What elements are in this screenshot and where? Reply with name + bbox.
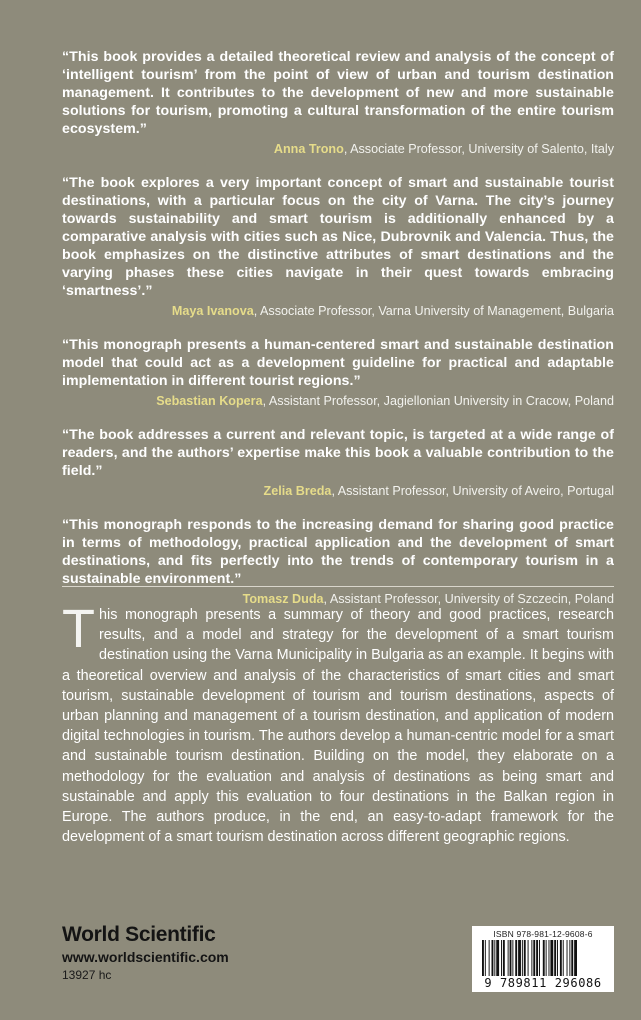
endorsement-quote [62,516,614,608]
endorser-role: , Assistant Professor, University of Aveiro, Portugal [331,484,614,498]
quote-text: “This book provides a detailed theoretical review and analysis of the concept of ‘intelligent tourism’ from the point of view of urban and tourism destination management. It contributes to the development of new and more sustainable solutions for tourism, promoting a cultural transformation of the entire tourism ecosystem.” [62,49,614,137]
quote-attribution [62,140,614,158]
quote-text: “This monograph responds to the increasing demand for sharing good practice in terms of methodology, practical application and the development of smart destinations, and fits perfectly into the trends of contemporary tourism in a sustainable environment.” [62,517,614,587]
endorser-name: Maya Ivanova [171,304,254,318]
endorser-name: Zelia Breda [263,484,332,498]
endorsements [62,48,614,624]
endorsement-quote [62,336,614,410]
endorser-role: , Assistant Professor, Jagiellonian University in Cracow, Poland [262,394,614,408]
description-text: his monograph presents a summary of theory and good practices, research results, and a model and strategy for the development of a smart tourism destination using the Varna Municipality in Bulgaria as an example. It begins with a theoretical overview and analysis of the characteristics of smart cities and smart tourism, sustainable development of tourism and tourism destinations, aspects of urban planning and management of a tourism destination, and application of modern digital technologies in tourism. The authors develop a human-centric model for a smart and sustainable tourism destination. Building on the model, they elaborate on a methodology for the evaluation and analysis of destinations as being smart and sustainable and apply this evaluation to four destinations in the Balkan region in Europe. The authors produce, in the end, an easy-to-adapt framework for the development of a smart tourism destination across different geographic regions. [62,607,614,846]
endorser-name: Anna Trono [273,142,344,156]
endorsement-quote [62,426,614,500]
product-code: 13927 hc [62,968,112,982]
isbn-label: ISBN 978-981-12-9608-6 [493,929,593,939]
endorser-role: , Assistant Professor, University of Szczecin, Poland [323,592,614,606]
publisher-url: www.worldscientific.com [62,949,229,965]
endorser-role: , Associate Professor, Varna University of Management, Bulgaria [253,304,614,318]
barcode-icon [480,940,606,976]
publisher-name: World Scientific [62,923,216,946]
quote-attribution [62,392,614,410]
endorser-name: Tomasz Duda [242,592,324,606]
endorsement-quote [62,48,614,158]
quote-text: “The book addresses a current and relevant topic, is targeted at a wide range of readers, and the authors’ expertise make this book a valuable contribution to the field.” [62,427,614,479]
endorser-role: , Associate Professor, University of Salento, Italy [343,142,614,156]
quote-attribution [62,482,614,500]
drop-cap: T [62,599,95,659]
endorser-name: Sebastian Kopera [156,394,263,408]
isbn-barcode [472,926,614,992]
quote-attribution [62,302,614,320]
publisher-block [62,922,229,983]
endorsement-quote [62,174,614,320]
section-divider [62,586,614,587]
quote-text: “The book explores a very important concept of smart and sustainable tourist destinations, with a particular focus on the city of Varna. The city’s journey towards sustainability and smart tourism is additionally enhanced by a comparative analysis with cities such as Nice, Dubrovnik and Valencia. Thus, the book emphasizes on the distinctive attributes of smart destinations and the varying phases these cities navigate in their quest towards embracing ‘smartness’.” [62,175,614,299]
quote-text: “This monograph presents a human-centered smart and sustainable destination model that could act as a development guideline for practical and adaptable implementation in different tourist regions.” [62,337,614,389]
barcode-digits: 9 789811 296086 [484,976,602,990]
